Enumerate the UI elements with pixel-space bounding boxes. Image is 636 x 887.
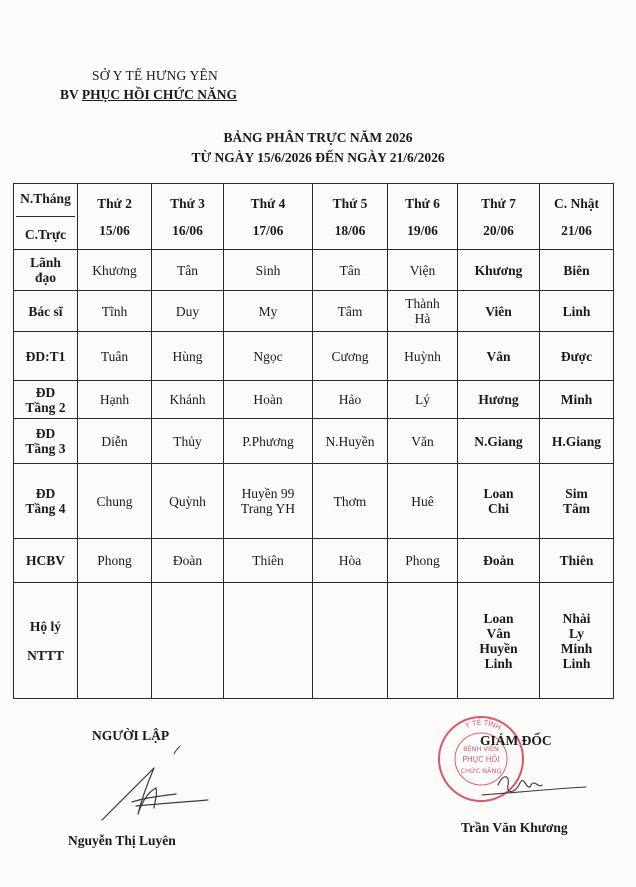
- svg-text:Y TẾ TỈNH: Y TẾ TỈNH: [464, 718, 503, 733]
- day-date: 18/06: [334, 222, 366, 238]
- staff-name: Huyền 99: [241, 486, 295, 501]
- row-label-line: ĐD:T1: [25, 348, 66, 364]
- day-date: 17/06: [252, 222, 284, 238]
- row-label: [14, 419, 78, 464]
- staff-name: Sinh: [255, 262, 281, 278]
- schedule-cell: [313, 464, 388, 539]
- day-name: Thứ 7: [481, 195, 516, 211]
- staff-name: Linh: [562, 303, 591, 319]
- row-label: [14, 381, 78, 419]
- row-label-line: ĐD: [35, 426, 56, 441]
- day-date: 19/06: [407, 222, 438, 238]
- staff-name: Thành: [405, 296, 440, 311]
- preparer-name: Nguyễn Thị Luyên: [68, 833, 176, 848]
- ministry-name: SỞ Y TẾ HƯNG YÊN: [92, 68, 218, 83]
- schedule-cell: [224, 419, 313, 464]
- staff-name: N.Giang: [474, 433, 523, 449]
- day-header: [388, 184, 458, 250]
- schedule-cell: [152, 332, 224, 381]
- staff-name: Chung: [96, 493, 133, 509]
- row-label: [14, 332, 78, 381]
- schedule-cell: [540, 464, 614, 539]
- schedule-cell: [78, 250, 152, 291]
- day-name: Thứ 5: [332, 195, 368, 211]
- day-header: [224, 184, 313, 250]
- staff-name: Khánh: [169, 392, 206, 407]
- schedule-cell: [313, 332, 388, 381]
- staff-name: Huyền: [479, 640, 518, 656]
- day-name: Thứ 2: [97, 195, 132, 211]
- staff-name: Phong: [97, 553, 132, 568]
- staff-name: Hùng: [172, 348, 203, 364]
- corner-top-label: N.Tháng: [16, 185, 75, 217]
- schedule-cell: [313, 419, 388, 464]
- schedule-cell: [152, 381, 224, 419]
- schedule-cell: [224, 250, 313, 291]
- table-row: [14, 464, 614, 539]
- schedule-cell: [78, 332, 152, 381]
- schedule-cell: [540, 250, 614, 291]
- schedule-cell: [152, 583, 224, 699]
- staff-name: H.Giang: [551, 433, 602, 449]
- staff-name: Diễn: [101, 433, 128, 449]
- row-label: [14, 291, 78, 332]
- hospital-name: BV PHỤC HỒI CHỨC NĂNG: [60, 87, 238, 102]
- staff-name: Đoàn: [172, 553, 203, 568]
- day-header: [78, 184, 152, 250]
- staff-name: Trang YH: [240, 501, 296, 516]
- stamp-line1: BỆNH VIỆN: [463, 745, 499, 753]
- staff-name: Tâm: [337, 303, 363, 319]
- schedule-cell: [458, 250, 540, 291]
- document-title: BẢNG PHÂN TRỰC NĂM 2026: [223, 130, 413, 145]
- table-row: [14, 332, 614, 381]
- staff-name: Tân: [177, 262, 198, 278]
- day-date: 15/06: [99, 222, 130, 238]
- staff-name: Loan: [483, 486, 514, 501]
- corner-header: [14, 184, 78, 250]
- staff-name: Được: [560, 348, 593, 364]
- staff-name: Thủy: [173, 433, 202, 449]
- schedule-cell: [540, 332, 614, 381]
- staff-name: Ly: [568, 625, 584, 641]
- table-row: [14, 419, 614, 464]
- stamp-line2: PHỤC HỒI: [462, 755, 500, 764]
- staff-name: Loan: [483, 610, 514, 626]
- schedule-cell: [313, 583, 388, 699]
- day-date: 20/06: [483, 222, 514, 238]
- schedule-cell: [458, 332, 540, 381]
- schedule-cell: [313, 539, 388, 583]
- row-label: [14, 539, 78, 583]
- table-row: [14, 291, 614, 332]
- schedule-cell: [458, 464, 540, 539]
- date-range: TỪ NGÀY 15/6/2026 ĐẾN NGÀY 21/6/2026: [191, 150, 445, 165]
- schedule-cell: [78, 583, 152, 699]
- schedule-cell: [540, 539, 614, 583]
- schedule-cell: [458, 419, 540, 464]
- day-name: Thứ 4: [250, 195, 286, 211]
- staff-name: Tâm: [563, 501, 590, 516]
- day-header: [458, 184, 540, 250]
- schedule-cell: [224, 464, 313, 539]
- stamp-line3: CHỨC NĂNG: [460, 767, 502, 775]
- director-name: Trần Văn Khương: [461, 820, 568, 835]
- schedule-cell: [540, 583, 614, 699]
- schedule-cell: [388, 291, 458, 332]
- staff-name: Hoàn: [253, 392, 283, 407]
- schedule-cell: [224, 583, 313, 699]
- day-header: [540, 184, 614, 250]
- duty-roster-table: [13, 183, 614, 699]
- row-label: [14, 250, 78, 291]
- schedule-cell: [458, 583, 540, 699]
- schedule-cell: [152, 464, 224, 539]
- staff-name: Linh: [484, 655, 513, 671]
- staff-name: Tân: [339, 262, 361, 278]
- staff-name: Quỳnh: [169, 493, 206, 509]
- row-label-line: ĐD: [35, 486, 56, 501]
- day-header: [152, 184, 224, 250]
- row-label-line: Tầng 3: [25, 441, 66, 456]
- table-row: [14, 539, 614, 583]
- schedule-cell: [224, 539, 313, 583]
- day-name: Thứ 6: [405, 195, 440, 211]
- staff-name: Khương: [474, 262, 523, 278]
- table-row: [14, 381, 614, 419]
- schedule-cell: [458, 381, 540, 419]
- schedule-cell: [224, 291, 313, 332]
- row-label-line: ĐD: [35, 384, 56, 400]
- staff-name: Thiên: [252, 553, 284, 568]
- staff-name: Sim: [565, 486, 588, 501]
- staff-name: Hương: [478, 392, 519, 407]
- schedule-cell: [152, 250, 224, 291]
- staff-name: Vân: [486, 348, 511, 364]
- row-label-line: Lãnh: [30, 255, 61, 270]
- row-label-line: HCBV: [25, 553, 65, 568]
- staff-name: Huỳnh: [404, 348, 441, 364]
- schedule-cell: [313, 250, 388, 291]
- schedule-cell: [388, 539, 458, 583]
- staff-name: Biên: [563, 262, 590, 278]
- staff-name: N.Huyền: [325, 433, 375, 449]
- row-label-line: NTTT: [27, 647, 64, 663]
- schedule-cell: [540, 419, 614, 464]
- staff-name: My: [258, 303, 278, 319]
- schedule-cell: [152, 419, 224, 464]
- schedule-cell: [224, 381, 313, 419]
- director-title: GIÁM ĐỐC: [480, 733, 552, 748]
- staff-name: Viện: [409, 262, 436, 278]
- row-label-line: đạo: [34, 270, 56, 285]
- staff-name: Khương: [92, 262, 137, 278]
- row-label: [14, 464, 78, 539]
- staff-name: Linh: [562, 655, 591, 671]
- schedule-cell: [388, 332, 458, 381]
- row-label-line: Tầng 2: [25, 399, 66, 415]
- day-name: Thứ 3: [170, 195, 205, 211]
- staff-name: Thiên: [559, 553, 594, 568]
- schedule-cell: [458, 539, 540, 583]
- staff-name: Minh: [560, 392, 593, 407]
- row-label: [14, 583, 78, 699]
- schedule-cell: [78, 539, 152, 583]
- staff-name: Tĩnh: [101, 303, 128, 319]
- staff-name: Vân: [486, 625, 511, 641]
- staff-name: Tuân: [100, 348, 129, 364]
- staff-name: Nhài: [562, 610, 591, 626]
- staff-name: Lý: [415, 392, 430, 407]
- schedule-cell: [388, 250, 458, 291]
- staff-name: Cương: [331, 348, 369, 364]
- staff-name: P.Phương: [242, 433, 294, 449]
- preparer-title: NGƯỜI LẬP: [92, 728, 170, 743]
- staff-name: Văn: [411, 433, 434, 449]
- row-label-line: Bác sĩ: [28, 303, 63, 319]
- schedule-cell: [388, 419, 458, 464]
- schedule-cell: [152, 291, 224, 332]
- schedule-cell: [540, 381, 614, 419]
- schedule-cell: [313, 291, 388, 332]
- staff-name: Hạnh: [99, 392, 130, 407]
- day-name: C. Nhật: [553, 195, 599, 211]
- staff-name: Hòa: [338, 553, 362, 568]
- staff-name: Chi: [487, 501, 509, 516]
- schedule-cell: [388, 583, 458, 699]
- schedule-cell: [78, 464, 152, 539]
- staff-name: Ngọc: [253, 348, 283, 364]
- day-header: [313, 184, 388, 250]
- schedule-cell: [313, 381, 388, 419]
- staff-name: Duy: [175, 303, 200, 319]
- staff-name: Hảo: [338, 392, 362, 407]
- schedule-cell: [152, 539, 224, 583]
- table-row: [14, 250, 614, 291]
- schedule-cell: [540, 291, 614, 332]
- row-label-line: Tầng 4: [25, 501, 66, 516]
- schedule-cell: [388, 464, 458, 539]
- schedule-cell: [78, 291, 152, 332]
- schedule-cell: [388, 381, 458, 419]
- staff-name: Phong: [405, 553, 440, 568]
- row-label-line: Hộ lý: [29, 618, 62, 634]
- corner-bottom-label: C.Trực: [24, 227, 67, 242]
- day-date: 16/06: [172, 222, 203, 238]
- day-date: 21/06: [561, 222, 592, 238]
- schedule-cell: [224, 332, 313, 381]
- organization-header: [60, 68, 300, 103]
- staff-name: Hà: [414, 311, 431, 326]
- table-row: [14, 583, 614, 699]
- staff-name: Viên: [485, 303, 512, 319]
- schedule-cell: [458, 291, 540, 332]
- schedule-cell: [78, 419, 152, 464]
- preparer-signature: [96, 742, 216, 827]
- schedule-cell: [78, 381, 152, 419]
- staff-name: Huê: [411, 493, 434, 509]
- staff-name: Đoàn: [483, 553, 514, 568]
- director-signature: [480, 765, 590, 805]
- staff-name: Thơm: [333, 493, 367, 509]
- staff-name: Minh: [560, 640, 593, 656]
